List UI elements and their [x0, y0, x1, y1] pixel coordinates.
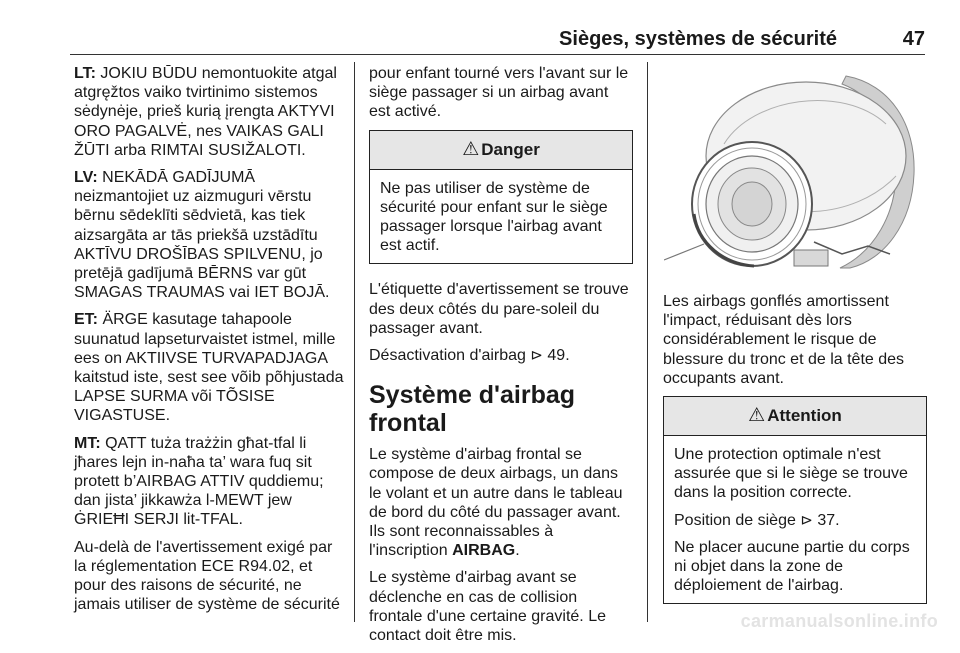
warning-lv	[74, 168, 346, 302]
danger-title: Danger	[481, 140, 540, 159]
danger-body	[370, 170, 632, 264]
airbag-illustration-icon	[664, 64, 926, 274]
page-reference-arrow-icon: ⊳	[800, 511, 813, 529]
danger-box	[369, 130, 633, 265]
frontal-paragraph-2: Le système d'airbag avant se déclenche en cas de collision frontale d'une certaine gravité. Le contact doit être mis.	[369, 569, 606, 645]
warning-triangle-icon: ⚠	[748, 405, 766, 427]
lang-label-mt: MT:	[74, 434, 101, 452]
lang-label-lv: LV:	[74, 169, 98, 187]
warning-lt	[74, 64, 346, 160]
closing-paragraph: Au-delà de l'avertissement exigé par la réglementation ECE R94.02, et pour des raisons de sécurité, ne jamais utiliser de système de sécurité	[74, 538, 340, 614]
danger-header	[370, 131, 632, 170]
lang-label-et: ET:	[74, 311, 98, 329]
intro-paragraph: pour enfant tourné vers l'avant sur le siège passager si un airbag avant est activé.	[369, 65, 629, 121]
warning-triangle-icon: ⚠	[462, 139, 480, 160]
frontal-text-end: .	[515, 542, 520, 560]
watermark: carmanualsonline.info	[740, 611, 938, 631]
attention-paragraph-2	[674, 511, 916, 530]
column-divider-1	[354, 62, 355, 622]
attention-body	[664, 436, 926, 603]
warning-mt-text: QATT tuża trażżin għat-tfal li jħares lejn in-naħa ta’ wara fuq sit protett b’AIRBAG ATTIV quddiemu; dan jista’ jikkawża l-MEWT jew ĠRIEĦI SERJI lit-TFAL.	[74, 434, 324, 529]
warning-lv-text: NEKĀDĀ GADĪJUMĀ neizmantojiet uz aizmuguri vērstu bērnu sēdeklīti sēdvietā, kas tiek aizsargāta ar tās priekšā uzstādītu AKTĪVU DROŠĪBAS SPILVENU, jo pretējā gadījumā BĒRNS var gūt SMAGAS TRAUMAS vai IET BOJĀ.	[74, 169, 330, 302]
attention-text-2: Position de siège	[674, 511, 801, 529]
warning-lt-text: JOKIU BŪDU nemontuokite atgal atgręžtos vaiko tvirtinimo sistemos sėdynėje, prieš kurią įrengta AKTYVI ORO PAGALVĖ, nes VAIKAS GALI ŽŪTI arba RIMTAI SUSIŽALOTI.	[74, 65, 337, 159]
deactivation-text: Désactivation d'airbag	[369, 347, 531, 365]
column-2	[369, 64, 633, 653]
section-title: Système d'airbag frontal	[369, 381, 576, 438]
column-3	[663, 292, 927, 620]
airbag-inscription: AIRBAG	[452, 542, 516, 560]
attention-header	[664, 397, 926, 436]
page-header	[70, 26, 925, 56]
label-info-paragraph: L'étiquette d'avertissement se trouve des deux côtés du pare-soleil du passager avant.	[369, 281, 629, 337]
frontal-text: Le système d'airbag frontal se compose de deux airbags, un dans le volant et un autre dans le tableau de bord du côté du passager avant. Ils sont reconnaissables à l'inscription	[369, 446, 623, 560]
lang-label-lt: LT:	[74, 65, 96, 82]
page-title: Sièges, systèmes de sécurité	[559, 28, 837, 50]
column-divider-2	[647, 62, 648, 622]
deactivation-paragraph	[369, 346, 633, 365]
illustration-caption: Les airbags gonflés amortissent l'impact, réduisant dès lors considérablement le risque de blessure du tronc et de la tête des occupants avant.	[663, 293, 905, 387]
seat-position-page-ref[interactable]: 37.	[812, 511, 840, 529]
page-reference-arrow-icon: ⊳	[530, 347, 543, 365]
header-rule	[70, 54, 925, 55]
deactivation-page-ref[interactable]: 49.	[542, 347, 570, 365]
attention-text-3: Ne placer aucune partie du corps ni objet dans la zone de déploiement de l'airbag.	[674, 538, 910, 595]
attention-box	[663, 396, 927, 604]
danger-text: Ne pas utiliser de système de sécurité pour enfant sur le siège passager lorsque l'airbag avant est actif.	[380, 179, 608, 255]
column-1	[74, 64, 346, 622]
attention-text-1: Une protection optimale n'est assurée que si le siège se trouve dans la position correcte.	[674, 446, 908, 502]
page-number: 47	[902, 28, 925, 50]
frontal-paragraph-1	[369, 445, 633, 560]
warning-et-text: ÄRGE kasutage tahapoole suunatud lapseturvaistet istmel, mille ees on AKTIIVSE TURVAPADJAGA kaitstud iste, sest see võib põhjustada LAPSE SURMA või TÕSISE VIGASTUSE.	[74, 311, 344, 425]
warning-et	[74, 310, 346, 425]
attention-title: Attention	[767, 406, 842, 426]
warning-mt	[74, 434, 346, 530]
